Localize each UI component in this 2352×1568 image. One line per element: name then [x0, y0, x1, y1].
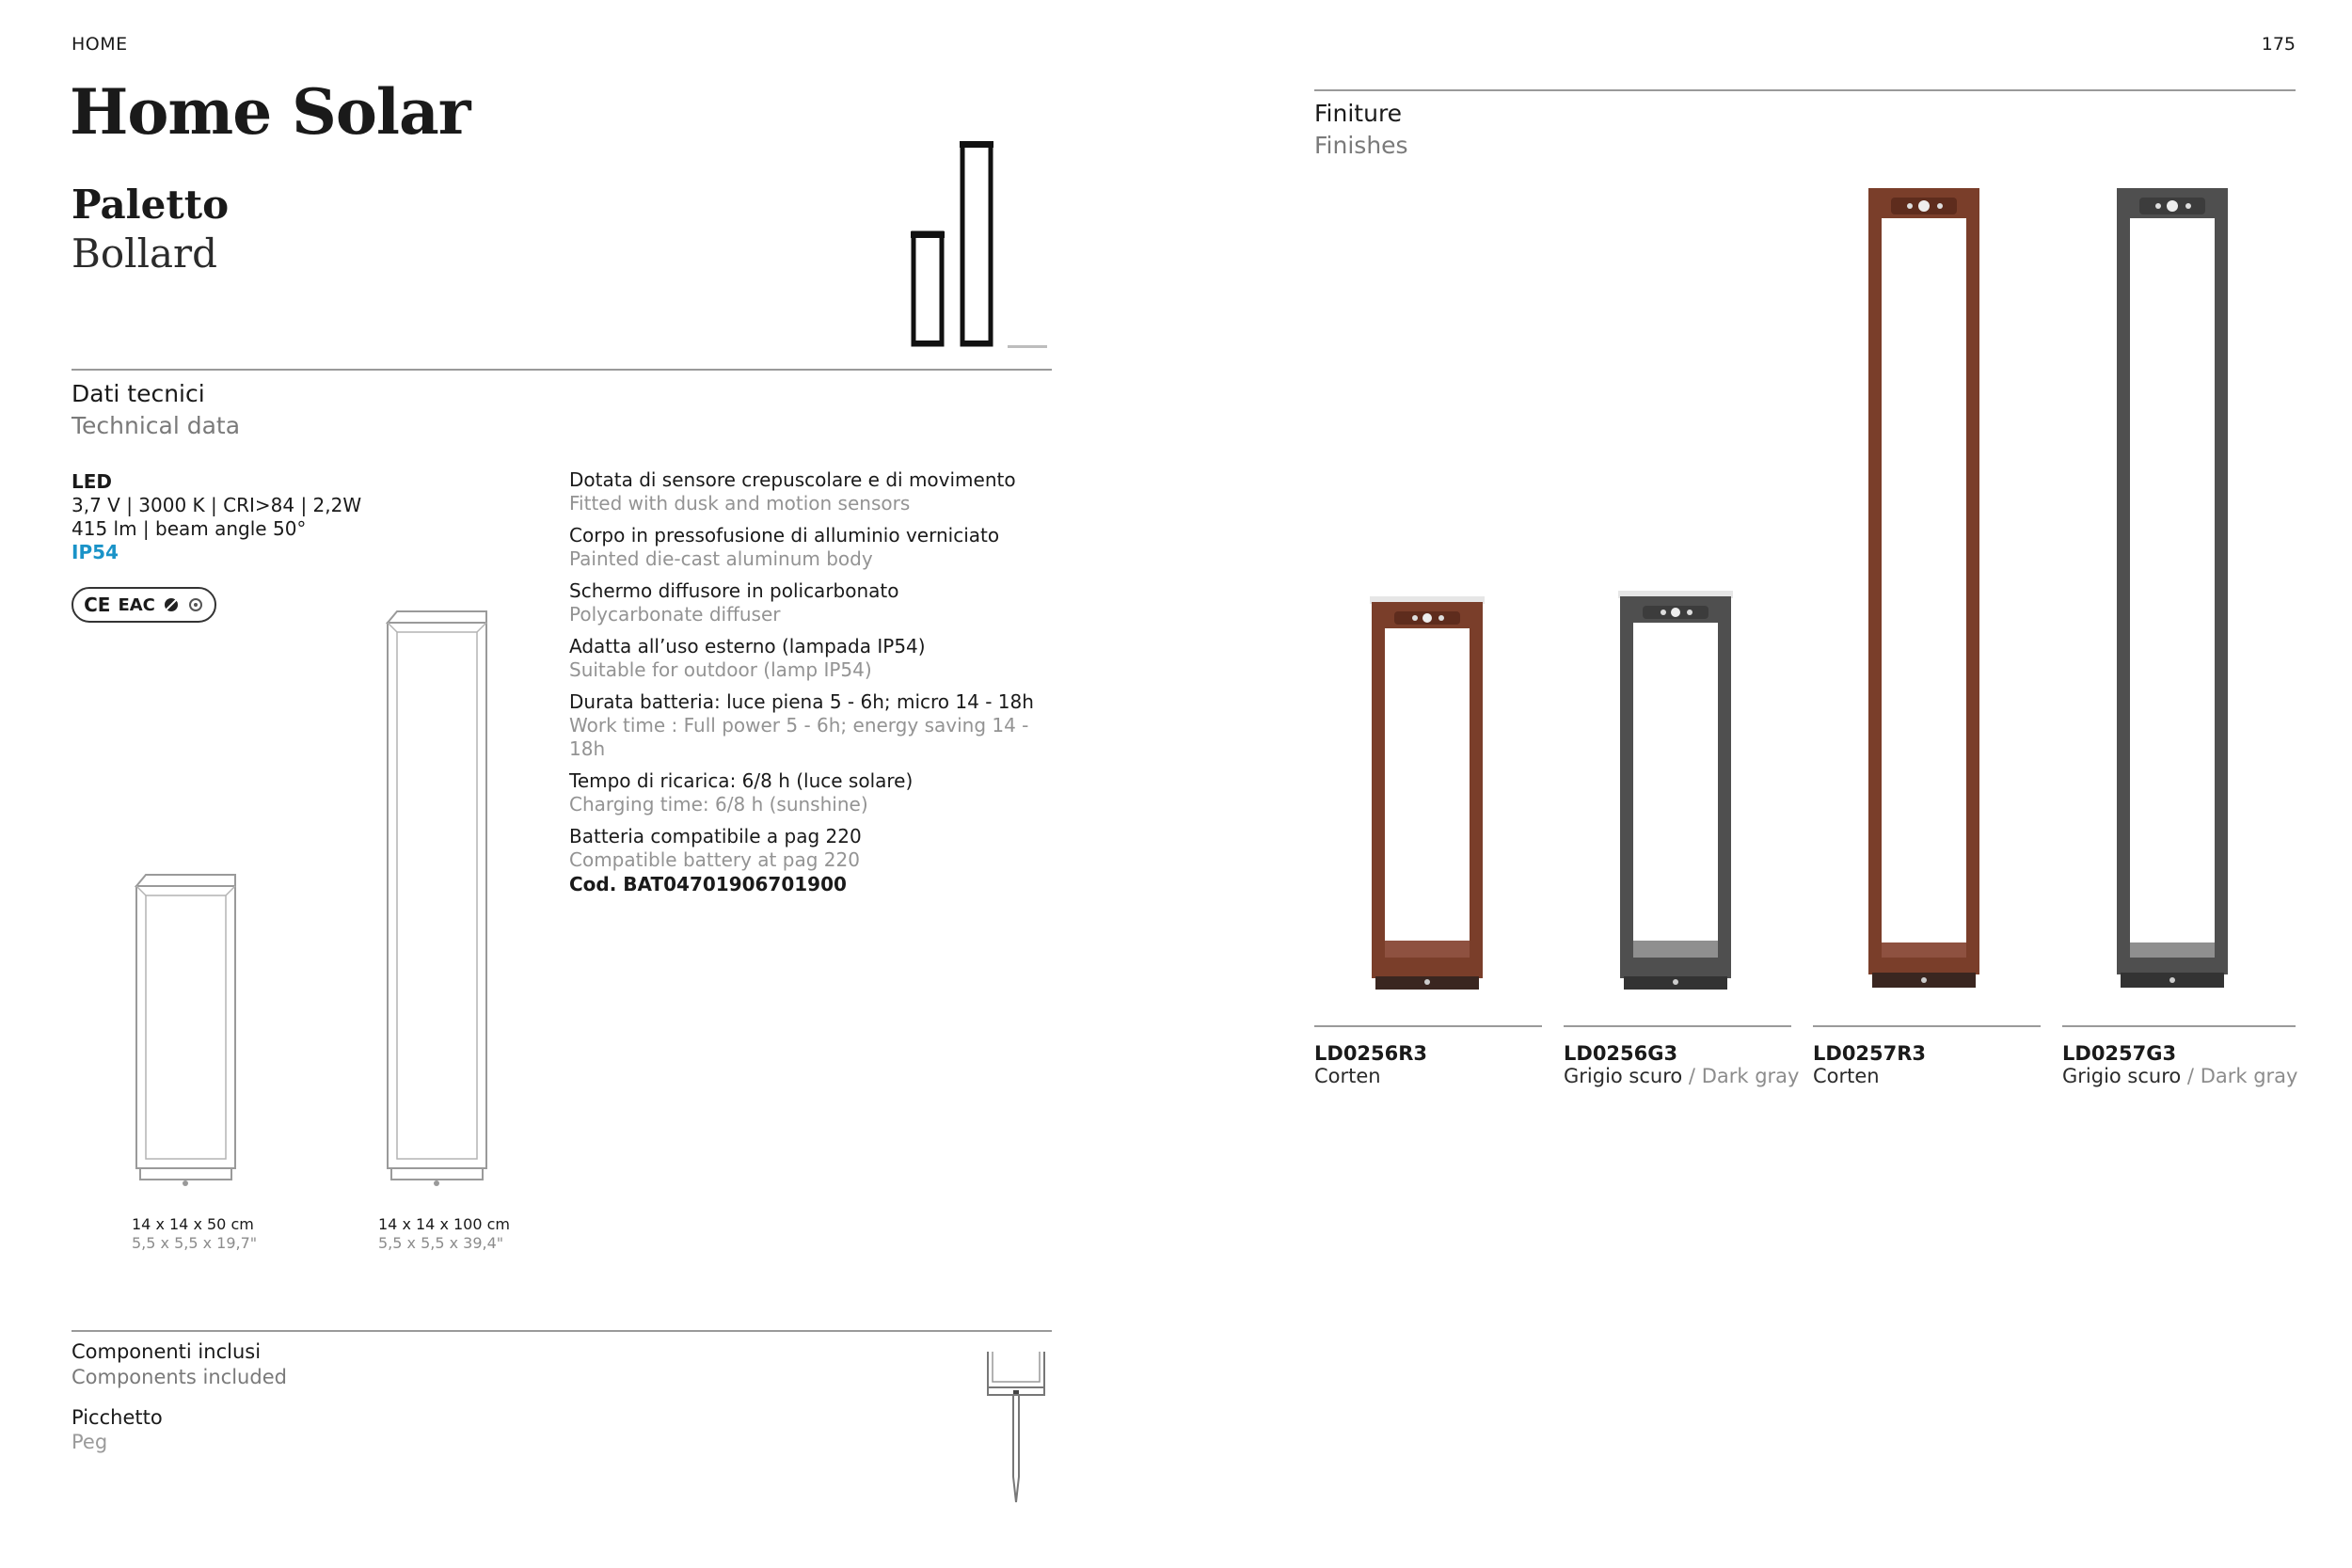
divider: [1314, 1025, 1542, 1027]
feature-list: [569, 468, 1058, 895]
feature-en: Compatible battery at pag 220: [569, 848, 860, 871]
divider: [1564, 1025, 1791, 1027]
feature-en: Charging time: 6/8 h (sunshine): [569, 793, 868, 816]
feature-en: Fitted with dusk and motion sensors: [569, 492, 911, 515]
ip-rating: IP54: [72, 541, 119, 563]
feature-en: Suitable for outdoor (lamp IP54): [569, 658, 872, 681]
finish-code: LD0256R3: [1314, 1042, 1428, 1065]
components-heading-it: Componenti inclusi: [72, 1340, 262, 1363]
dimension-metric: 14 x 14 x 50 cm: [132, 1215, 254, 1233]
feature-en: Polycarbonate diffuser: [569, 603, 781, 626]
dimension-imperial: 5,5 x 5,5 x 19,7": [132, 1234, 258, 1252]
certification-badge: [72, 587, 216, 623]
product-type-it: Paletto: [72, 182, 230, 228]
product-title: Home Solar: [70, 75, 470, 149]
divider: [72, 1330, 1052, 1332]
bollard-small-drawing: [127, 865, 249, 1190]
finish-item: [1564, 1042, 1808, 1087]
product-image-ld0257r3: [1863, 184, 1985, 999]
finish-name: Corten: [1813, 1065, 1880, 1087]
dimension-imperial: 5,5 x 5,5 x 39,4": [378, 1234, 504, 1252]
component-item-en: Peg: [72, 1431, 108, 1453]
feature-it: Dotata di sensore crepuscolare e di movimento: [569, 468, 1016, 491]
technical-heading-it: Dati tecnici: [72, 380, 205, 407]
led-line-2: 415 lm | beam angle 50°: [72, 517, 307, 540]
divider: [1813, 1025, 2041, 1027]
finishes-heading-en: Finishes: [1314, 132, 1408, 159]
feature-item: [569, 825, 1058, 872]
product-image-ld0256g3: [1614, 585, 1737, 999]
finish-name-en: Dark gray: [1701, 1065, 1800, 1087]
finish-item: [1813, 1042, 2058, 1087]
feature-item: [569, 524, 1058, 571]
product-image-ld0257g3: [2111, 184, 2233, 999]
dimension-metric: 14 x 14 x 100 cm: [378, 1215, 511, 1233]
technical-heading-en: Technical data: [72, 412, 241, 439]
feature-it: Adatta all’uso esterno (lampada IP54): [569, 635, 926, 657]
feature-item: [569, 635, 1058, 682]
finish-name-en: Dark gray: [2200, 1065, 2298, 1087]
finish-item: [1314, 1042, 1559, 1087]
section-label: HOME: [72, 34, 128, 55]
feature-it: Tempo di ricarica: 6/8 h (luce solare): [569, 769, 914, 792]
feature-item: [569, 468, 1058, 515]
no-dimmer-icon: [163, 596, 180, 613]
led-line-1: 3,7 V | 3000 K | CRI>84 | 2,2W: [72, 494, 362, 516]
finish-code: LD0256G3: [1564, 1042, 1678, 1065]
led-label: LED: [72, 470, 113, 493]
page-number: 175: [2261, 34, 2296, 55]
feature-item: [569, 579, 1058, 626]
finish-code: LD0257R3: [1813, 1042, 1927, 1065]
peg-drawing: [983, 1350, 1049, 1510]
divider: [1314, 89, 2296, 91]
divider: [2062, 1025, 2296, 1027]
finish-name: Grigio scuro / Dark gray: [1564, 1065, 1800, 1087]
feature-en: Work time : Full power 5 - 6h; energy saving 14 - 18h: [569, 714, 1029, 760]
bollard-sizes-icon: [903, 136, 1054, 353]
finishes-heading-it: Finiture: [1314, 100, 1403, 127]
feature-it: Batteria compatibile a pag 220: [569, 825, 862, 847]
finish-name: Grigio scuro / Dark gray: [2062, 1065, 2298, 1087]
finish-name: Corten: [1314, 1065, 1381, 1087]
feature-it: Schermo diffusore in policarbonato: [569, 579, 899, 602]
finish-code: LD0257G3: [2062, 1042, 2177, 1065]
bollard-large-drawing: [378, 602, 501, 1190]
battery-code: Cod. BAT04701906701900: [569, 873, 847, 895]
product-image-ld0256r3: [1366, 591, 1488, 997]
feature-item: [569, 690, 1058, 761]
led-specs: [72, 470, 523, 564]
component-item-it: Picchetto: [72, 1406, 163, 1429]
feature-it: Corpo in pressofusione di alluminio verniciato: [569, 524, 1000, 546]
feature-en: Painted die-cast aluminum body: [569, 547, 873, 570]
dimension-small: [132, 1215, 257, 1253]
dimension-large: [378, 1215, 510, 1253]
sensor-icon: [187, 596, 204, 613]
divider: [72, 369, 1052, 371]
components-heading-en: Components included: [72, 1366, 287, 1388]
eac-mark: EAC: [118, 594, 155, 615]
feature-item: [569, 769, 1058, 816]
feature-it: Durata batteria: luce piena 5 - 6h; micro 14 - 18h: [569, 690, 1034, 713]
finish-name-it: Grigio scuro: [2062, 1065, 2182, 1087]
product-type-en: Bollard: [72, 230, 218, 277]
finish-name-it: Grigio scuro: [1564, 1065, 1683, 1087]
finish-item: [2062, 1042, 2307, 1087]
ce-mark: CE: [84, 594, 111, 616]
